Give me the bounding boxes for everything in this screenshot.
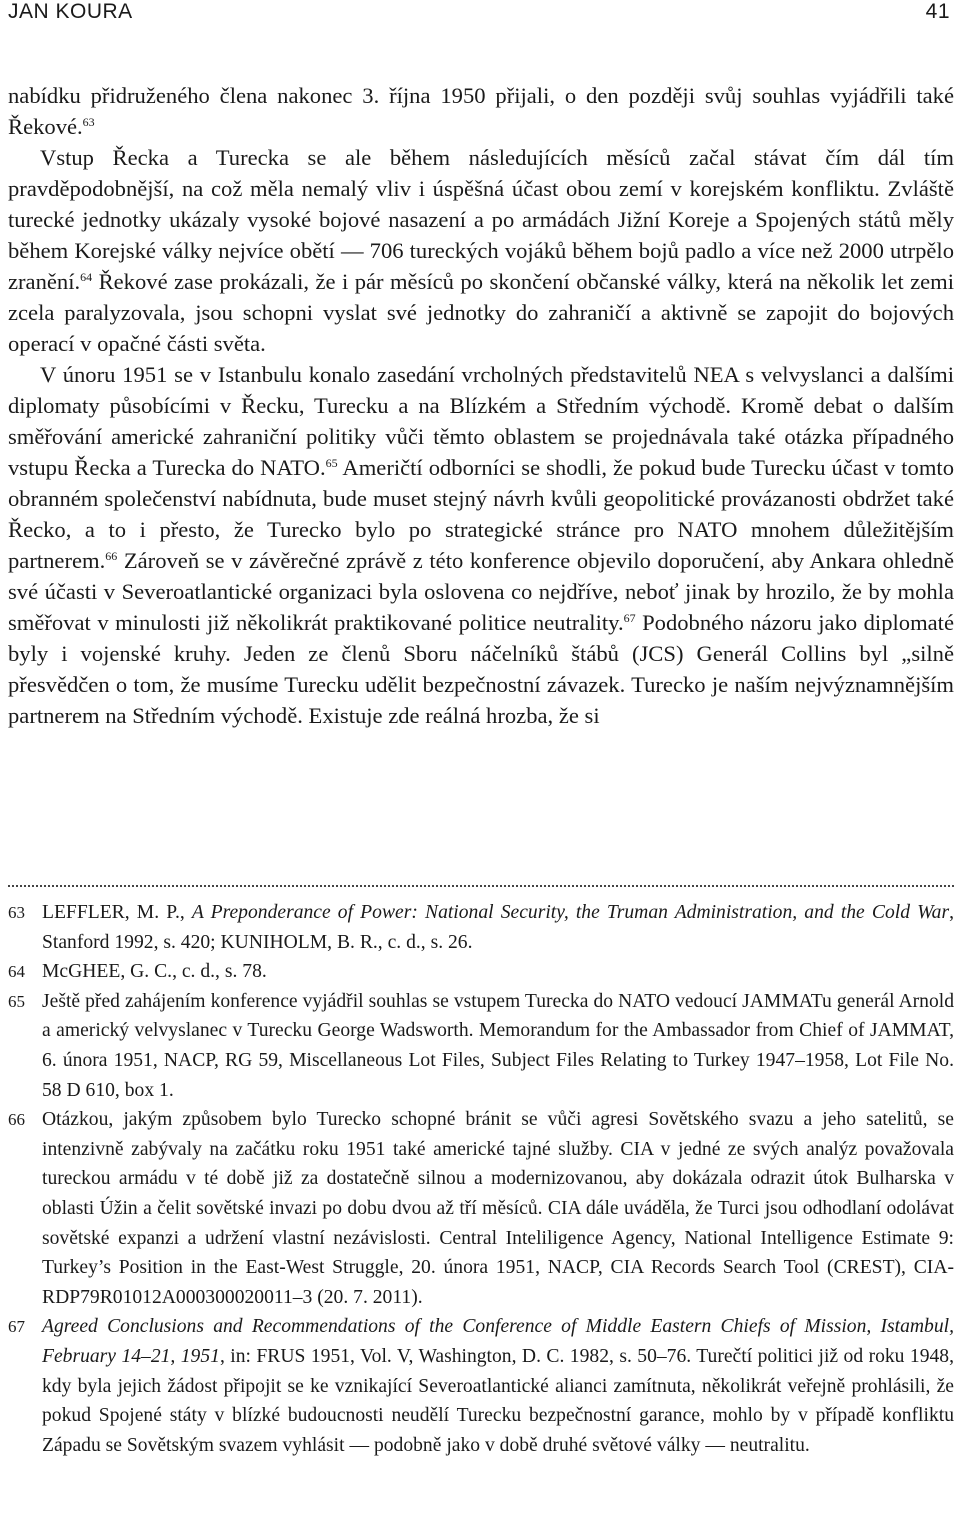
footnote-number: 63 (8, 903, 25, 922)
footnote-ref: 64 (80, 270, 93, 284)
footnote-number: 64 (8, 962, 25, 982)
page-number: 41 (925, 0, 950, 23)
footnote-number: 67 (8, 1317, 25, 1337)
footnote-text: Otázkou, jakým způsobem bylo Turecko schopné bránit se vůči agresi Sovětského svazu a jeho satelitů, se intenzivně zabývaly na začátku roku 1951 také americké tajné služby. CIA v jedné ze svých analýz považovala tureckou armádu v té době již za dostatečně silnou a modernizovanou, aby dokázala odrazit útok Bulharska v oblasti Úžin a čelit sovětské invazi po dobu dvou až tří měsíců. CIA dále uváděla, že Turci jsou odhodlaní odolávat sovětské expanzi a udržení vlastní nezávislosti. Central Inteliligence Agency, National Intelligence Estimate 9: Turkey’s Position in the East-West Struggle, 20. února 1951, NACP, CIA Records Search Tool (CREST), CIA-RDP79R01012A000300020011–3 (20. 7. 2011). (42, 1109, 954, 1308)
footnote-segment: , in: FRUS 1951, Vol. V, Washington, D. C. 1982, s. 50–76. Turečtí politici již od roku 1948, kdy byla jejich žádost připojit se ke vznikající Severoatlantické alianci zamítnuta, několikrát veřejně prohlásili, že pokud Spojené státy v blízké budoucnosti neudělí Turecku bezpečnostní garance, mohlo by v případě konfliktu Západu se Sovětským svazem vyhlásit — podobně jako v době druhé světové války — neutralitu. (42, 1345, 955, 1456)
footnote-ref: 63 (82, 115, 95, 129)
paragraph-text: Američtí odborníci se shodli, že pokud bude Turecku účast v tomto obranném společenství nabídnuta, bude muset stejný návrh kvůli geopolitické provázanosti obdržet také Řecko, a to i přesto, že Turecko bylo po strategické stránce pro NATO mnohem důležitějším partnerem. (8, 455, 954, 573)
footnote-segment: LEFFLER, M. P., (42, 902, 192, 923)
footnote-text (42, 898, 954, 957)
paragraph-text: Vstup Řecka a Turecka se ale během následujících měsíců začal stávat čím dál tím pravděpodobnější, na což měla nemalý vliv i úspěšná účast obou zemí v korejském konfliktu. Zvláště turecké jednotky ukázaly vysoké bojové nasazení a po armádách Jižní Koreje a Spojených států měly během Korejské války nejvíce obětí — 706 tureckých vojáků během bojů padlo a více než 2000 utrpělo zranění. (8, 145, 954, 294)
paragraph (8, 359, 954, 731)
running-header (8, 0, 954, 24)
footnotes (8, 898, 954, 1460)
footnote-ref: 67 (623, 611, 636, 625)
footnote (8, 987, 954, 1105)
footnote-text (42, 1312, 954, 1460)
paragraph-text: V únoru 1951 se v Istanbulu konalo zasedání vrcholných představitelů NEA s velvyslanci a dalšími diplomaty působícími v Řecku, Turecku a na Blízkém a Středním východě. Kromě debat o dalším směřování americké zahraniční politiky vůči těmto oblastem se projednávala také otázka případného vstupu Řecka a Turecka do NATO. (8, 362, 954, 480)
footnote-title: Agreed Conclusions and Recommendations of the Conference of Middle Eastern Chiefs of Mission, Istambul, February 14–21, 1951 (42, 1316, 954, 1367)
paragraph-text: Řekové zase prokázali, že i pár měsíců po skončení občanské války, která na několik let zemi zcela paralyzovala, jsou schopni vyslat své jednotky do zahraničí a aktivně se zapojit do bojových operací v opačné části světa. (8, 269, 954, 356)
footnote-text: McGHEE, G. C., c. d., s. 78. (42, 961, 267, 983)
footnote-text: Ještě před zahájením konference vyjádřil souhlas se vstupem Turecka do NATO vedoucí JAMMATu generál Arnold a americký velvyslanec v Turecku George Wadsworth. Memorandum for the Ambassador from Chief of JAMMAT, 6. února 1951, NACP, RG 59, Miscellaneous Lot Files, Subject Files Relating to Turkey 1947–1958, Lot File No. 58 D 610, box 1. (42, 990, 954, 1101)
footnote-separator (8, 885, 954, 887)
running-head-author: JAN KOURA (8, 0, 133, 23)
footnote (8, 957, 954, 987)
footnote-ref: 66 (105, 549, 118, 563)
paragraph (8, 80, 954, 142)
footnote-segment: , Stanford 1992, s. 420; KUNIHOLM, B. R., c. d., s. 26. (42, 902, 954, 953)
paragraph-text: Zároveň se v závěrečné zprávě z této konference objevilo doporučení, aby Ankara ohledně své účasti v Severoatlantické organizaci byla oslovena co nejdříve, neboť jinak by hrozilo, že by mohla směřovat v minulosti již několikrát praktikované politice neutrality. (8, 548, 954, 635)
book-page (8, 0, 954, 1538)
footnote-ref: 65 (325, 456, 338, 470)
footnote (8, 1312, 954, 1460)
footnote-title: A Preponderance of Power: National Security, the Truman Administration, and the Cold War (191, 902, 950, 923)
main-text (8, 80, 954, 731)
footnote (8, 1105, 954, 1312)
paragraph (8, 142, 954, 359)
paragraph-text: nabídku přidruženého člena nakonec 3. října 1950 přijali, o den později svůj souhlas vyjádřili také Řekové. (8, 83, 954, 139)
footnote-number: 65 (8, 991, 25, 1011)
paragraph-text: Podobného názoru jako diplomaté byly i vojenské kruhy. Jeden ze členů Sboru náčelníků štábů (JCS) Generál Collins byl „silně přesvědčen o tom, že musíme Turecku udělit bezpečnostní závazek. Turecko je naším nejvýznamnějším partnerem na Středním východě. Existuje zde reálná hrozba, že si (8, 610, 954, 728)
footnote (8, 898, 954, 957)
footnote-number: 66 (8, 1110, 25, 1130)
